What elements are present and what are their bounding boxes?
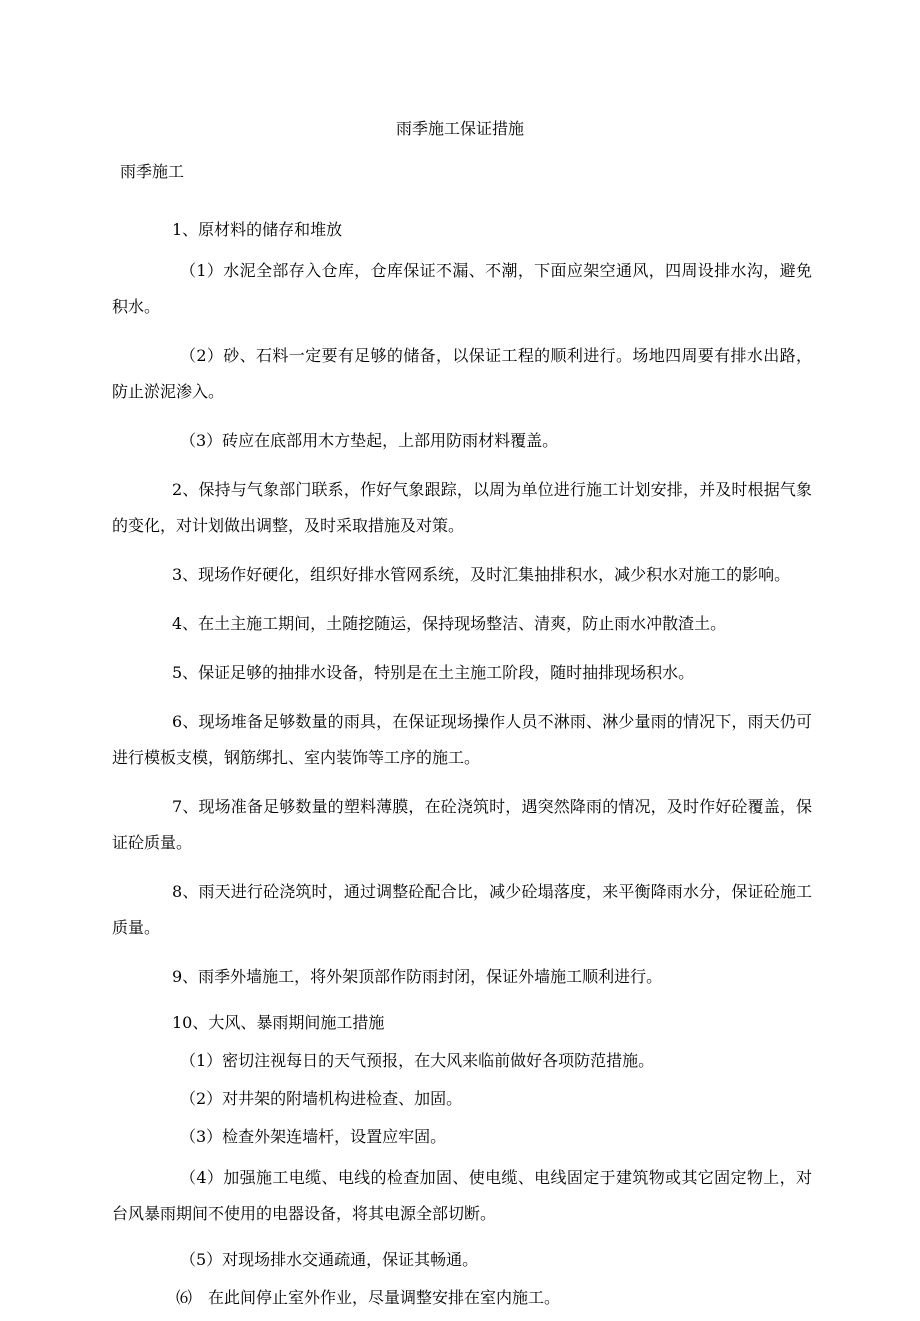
paragraph-4: 4、在土主施工期间，土随挖随运，保持现场整洁、清爽，防止雨水冲散渣土。 — [172, 614, 727, 633]
paragraph-7: 7、现场准备足够数量的塑料薄膜，在砼浇筑时，遇突然降雨的情况，及时作好砼覆盖，保证砼质量。 — [112, 797, 812, 852]
paragraph-10-3: （3）检查外架连墙杆，设置应牢固。 — [180, 1127, 447, 1146]
paragraph-1-2: （2）砂、石料一定要有足够的储备，以保证工程的顺利进行。场地四周要有排水出路，防止淤泥渗入。 — [112, 346, 812, 401]
paragraph-9: 9、雨季外墙施工，将外架顶部作防雨封闭，保证外墙施工顺利进行。 — [172, 967, 663, 986]
paragraph-1-1: （1）水泥全部存入仓库，仓库保证不漏、不潮，下面应架空通风，四周设排水沟，避免积水。 — [112, 261, 812, 316]
paragraph-1-3: （3）砖应在底部用木方垫起，上部用防雨材料覆盖。 — [180, 431, 559, 450]
paragraph-1: 1、原材料的储存和堆放 — [172, 220, 343, 239]
paragraph-10-1: （1）密切注视每日的天气预报，在大风来临前做好各项防范措施。 — [180, 1051, 655, 1070]
paragraph-10-2: （2）对井架的附墙机构进检查、加固。 — [180, 1089, 463, 1108]
paragraph-3: 3、现场作好硬化，组织好排水管网系统，及时汇集抽排积水，减少积水对施工的影响。 — [172, 565, 791, 584]
paragraph-10-6 — [112, 1283, 812, 1313]
paragraph-10-4: （4）加强施工电缆、电线的检查加固、使电缆、电线固定于建筑物或其它固定物上，对台风暴雨期间不使用的电器设备，将其电源全部切断。 — [112, 1168, 812, 1223]
paragraph-10-6-text: 在此间停止室外作业，尽量调整安排在室内施工。 — [208, 1288, 561, 1307]
document-body — [112, 215, 812, 1321]
section-heading: 雨季施工 — [120, 162, 185, 181]
paragraph-8: 8、雨天进行砼浇筑时，通过调整砼配合比，减少砼塌落度，来平衡降雨水分，保证砼施工质量。 — [112, 882, 812, 937]
paragraph-2: 2、保持与气象部门联系，作好气象跟踪，以周为单位进行施工计划安排，并及时根据气象的变化，对计划做出调整，及时采取措施及对策。 — [112, 480, 812, 535]
paragraph-10-6-number: ⑹ — [176, 1288, 193, 1307]
paragraph-6: 6、现场堆备足够数量的雨具，在保证现场操作人员不淋雨、淋少量雨的情况下，雨天仍可进行模板支模，钢筋绑扎、室内装饰等工序的施工。 — [112, 712, 812, 767]
paragraph-10: 10、大风、暴雨期间施工措施 — [172, 1013, 385, 1032]
paragraph-10-5: （5）对现场排水交通疏通，保证其畅通。 — [180, 1250, 479, 1269]
paragraph-5: 5、保证足够的抽排水设备，特别是在土主施工阶段，随时抽排现场积水。 — [172, 663, 695, 682]
document-title: 雨季施工保证措施 — [395, 119, 524, 138]
